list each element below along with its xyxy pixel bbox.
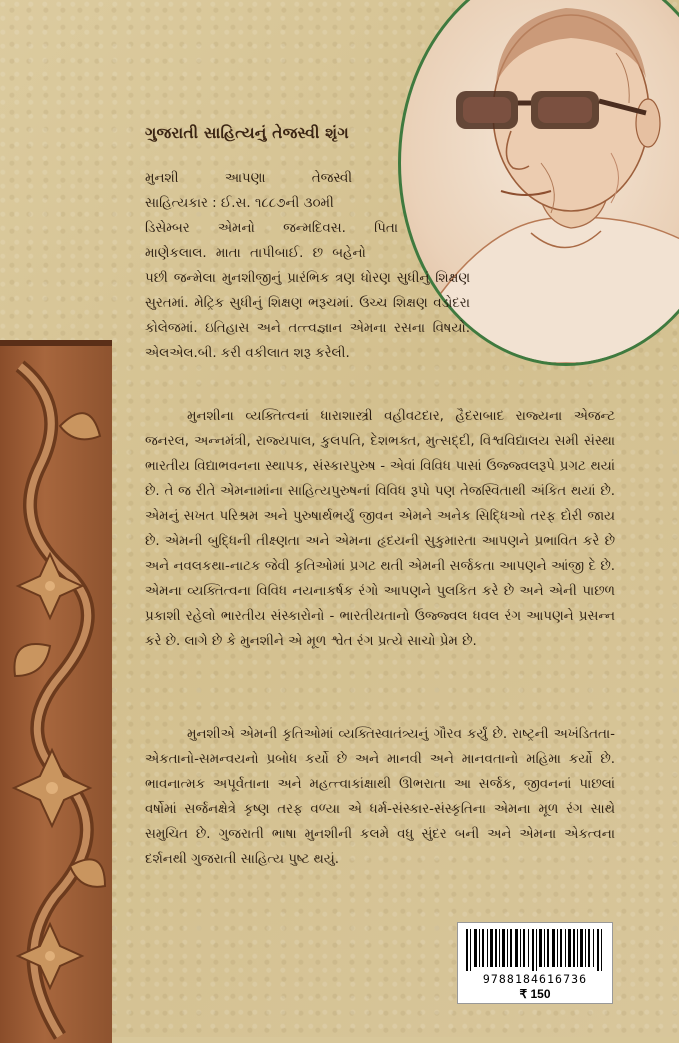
barcode-bars-icon — [466, 929, 604, 971]
intro-line-4: માણેકલાલ. માતા તાપીબાઈ. છ બહેનો — [145, 246, 366, 261]
body-paragraph-2: મુનશીના વ્યક્તિત્વનાં ધારાશાસ્ત્રી વહીવટદાર, હૈદરાબાદ રાજ્યના એજન્ટ જનરલ, અન્નમંત્રી, રાજ્યપાલ, કુલપતિ, દેશભક્ત, મુત્સદ્દી, વિશ્વવિદ્યાલય સમી સંસ્થા ભારતીય વિદ્યાભવનના સ્થાપક, સંસ્કારપુરુષ - એવાં વિવિધ પાસાં ઉજ્જ્વલરૂપે પ્રગટ થયાં છે. તે જ રીતે એમનામાંના સાહિત્યપુરુષનાં વિવિધ રૂપો પણ તેજસ્વિતાથી અંકિત થયાં છે. એમનું સખત પરિશ્રમ અને પુરુષાર્થભર્યું જીવન એમને અનેક સિદ્ધિઓ તરફ દોરી જાય છે. એમની બુદ્ધિની તીક્ષ્ણતા અને એમના હૃદયની સુકુમારતા આપણને પ્રભાવિત કરે છે અને નવલકથા-નાટક જેવી કૃતિઓમાં પ્રગટ થતી એમની સર્જકતા આપણને આંજી દે છે. એમના વ્યક્તિત્વના વિવિધ નયનાકર્ષક રંગો આપણને પુલકિત કરે છે અને એની પાછળ પ્રકાશી રહેલો ભારતીય સંસ્કારોનો - ભારતીયતાનો ઉજ્જ્વલ ધવલ રંગ આપણને પ્રસન્ન કરે છે. લાગે છે કે મુનશીને એ મૂળ શ્વેત રંગ પ્રત્યે સાચો પ્રેમ છે. — [145, 409, 615, 649]
price-label: ₹ 150 — [519, 987, 551, 1001]
intro-paragraph-rest: પછી જન્મેલા મુનશીજીનું પ્રારંભિક ત્રણ ધોરણ સુધીનું શિક્ષણ સુરતમાં. મેટ્રિક સુધીનું શિક્ષણ ભરૂચમાં. ઉચ્ચ શિક્ષણ વડોદરા કોલેજમાં. ઇતિહાસ અને તત્ત્વજ્ઞાન એમના રસના વિષયો. એલએલ.બી. કરી વકીલાત શરૂ કરેલી. — [145, 271, 470, 361]
isbn-barcode — [457, 922, 613, 1004]
intro-line-3: ડિસેમ્બર એમનો જન્મદિવસ. પિતા — [145, 221, 398, 236]
body-paragraph-3: મુનશીએ એમની કૃતિઓમાં વ્યક્તિસ્વાતંત્ર્યનું ગૌરવ કર્યું છે. રાષ્ટ્રની અખંડિતતા-એકતાનો-સમન્વયનો પ્રબોધ કર્યો છે અને માનવી અને માનવતાનો મહિમા કર્યો છે. ભાવનાત્મક અપૂર્વતાના અને મહત્ત્વાકાંક્ષાથી ઊભરાતા આ સર્જક, જીવનનાં પાછલાં વર્ષોમાં સર્જનક્ષેત્રે કૃષ્ણ તરફ વળ્યા એ ધર્મ-સંસ્કાર-સંસ્કૃતિના એમના મૂળ રંગ સાથે સમુચિત છે. ગુજરાતી ભાષા મુનશીની કલમે વધુ સુંદર બની અને એમના એકત્વના દર્શનથી ગુજરાતી સાહિત્ય પુષ્ટ થયું. — [145, 727, 615, 867]
carved-wood-border — [0, 340, 112, 1043]
intro-paragraph-lines — [145, 166, 460, 266]
intro-line-1: મુનશી આપણા તેજસ્વી — [145, 171, 353, 186]
isbn-number: 9788184616736 — [482, 972, 588, 986]
page-title: ગુજરાતી સાહિત્યનું તેજસ્વી શૃંગ — [145, 124, 349, 142]
intro-line-2: સાહિત્યકાર : ઈ.સ. ૧૮૮૭ની ૩૦મી — [145, 196, 334, 211]
floral-carving-icon — [0, 346, 112, 1043]
